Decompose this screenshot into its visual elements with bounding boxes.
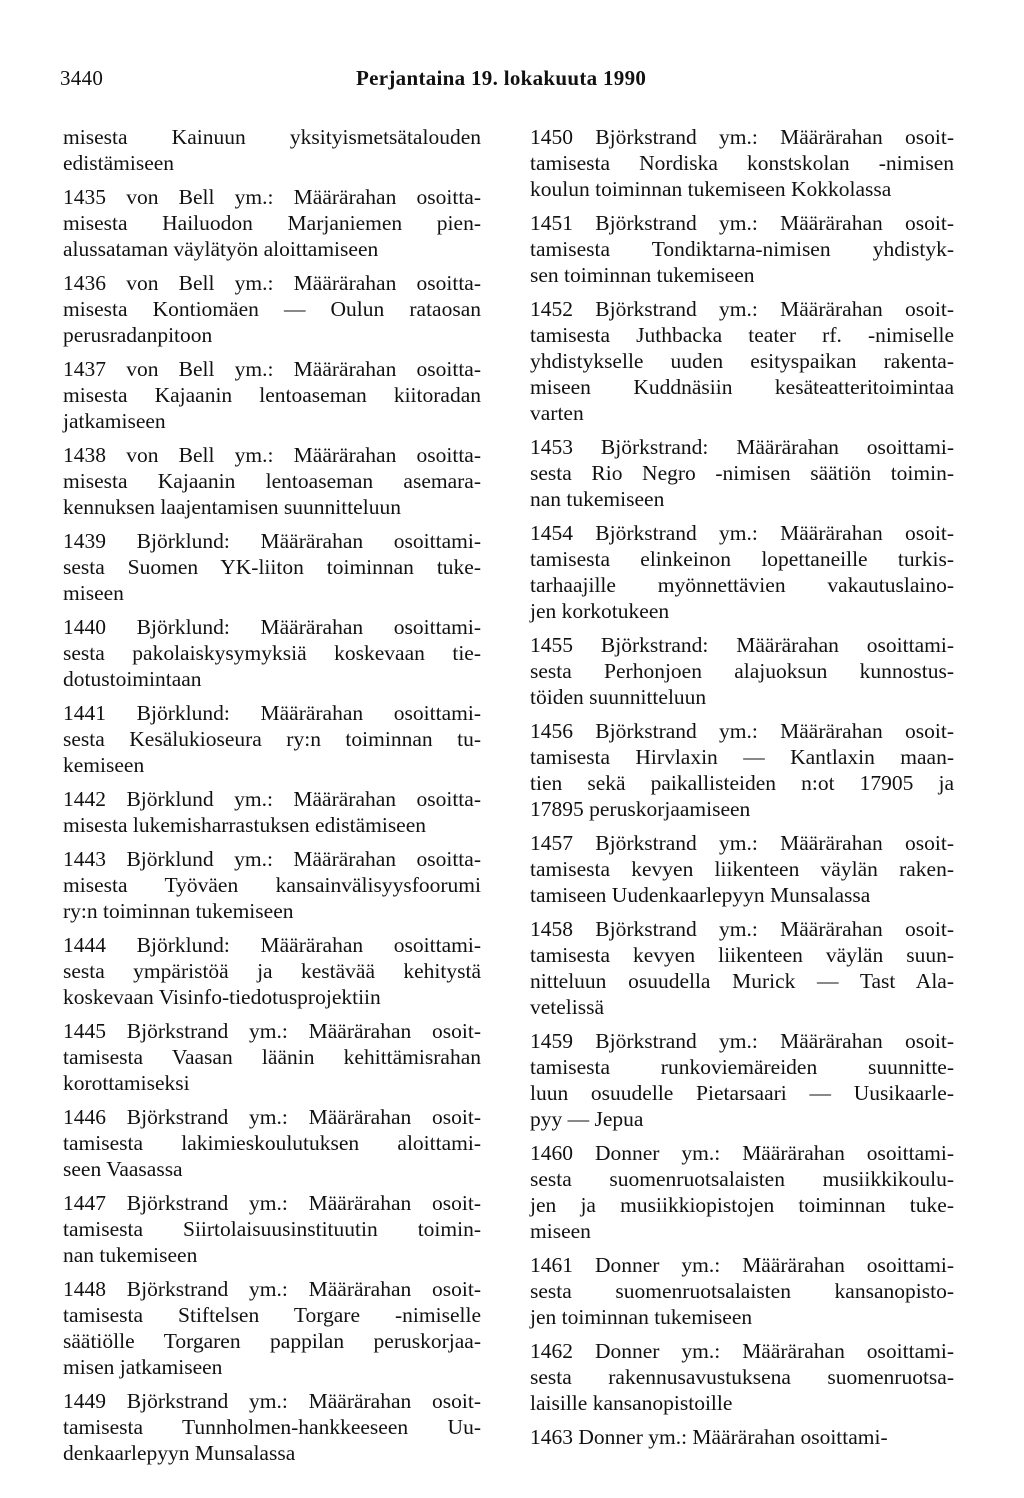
text-line: misesta Kajaanin lentoaseman asemara- (63, 469, 481, 493)
motion-entry (530, 210, 954, 288)
text-line: tamiseen Uudenkaarlepyyn Munsalassa (530, 883, 871, 907)
motion-entry (530, 124, 954, 202)
text-line: misesta Kainuun yksityismetsätalouden (63, 125, 481, 149)
motion-entry (63, 1104, 481, 1182)
motion-entry (63, 356, 481, 434)
running-head: Perjantaina 19. lokakuuta 1990 (356, 66, 647, 90)
text-line: luun osuudelle Pietarsaari — Uusikaarle- (530, 1081, 954, 1105)
text-line: tamisesta Tunnholmen-hankkeeseen Uu- (63, 1415, 481, 1439)
text-line: 1456 Björkstrand ym.: Määrärahan osoit- (530, 719, 954, 743)
text-line: tien sekä paikallisteiden n:ot 17905 ja (530, 771, 954, 795)
text-line: jen toiminnan tukemiseen (530, 1305, 753, 1329)
text-line: alussataman väylätyön aloittamiseen (63, 237, 379, 261)
text-line: tarhaajille myönnettävien vakautuslaino- (530, 573, 954, 597)
motion-entry (63, 270, 481, 348)
motion-entry (63, 184, 481, 262)
text-line: denkaarlepyyn Munsalassa (63, 1441, 296, 1465)
text-line: nan tukemiseen (63, 1243, 198, 1267)
text-line: pyy — Jepua (530, 1107, 644, 1131)
text-line: kemiseen (63, 753, 145, 777)
text-line: misesta Kontiomäen — Oulun rataosan (63, 297, 481, 321)
text-line: sesta Suomen YK-liiton toiminnan tuke- (63, 555, 481, 579)
text-line: nan tukemiseen (530, 487, 665, 511)
text-line: tamisesta runkoviemäreiden suunnitte- (530, 1055, 954, 1079)
motion-entry (530, 1252, 954, 1330)
text-line: 1441 Björklund: Määrärahan osoittami- (63, 701, 481, 725)
page-number: 3440 (60, 66, 104, 90)
text-line: 1442 Björklund ym.: Määrärahan osoitta- (63, 787, 481, 811)
text-line: tamisesta elinkeinon lopettaneille turkis- (530, 547, 954, 571)
motion-entry (530, 434, 954, 512)
text-line: 1454 Björkstrand ym.: Määrärahan osoit- (530, 521, 954, 545)
text-line: koulun toiminnan tukemiseen Kokkolassa (530, 177, 892, 201)
motion-entry (63, 700, 481, 778)
text-line: miseen Kuddnäsiin kesäteatteritoimintaa (530, 375, 954, 399)
text-line: tamisesta Nordiska konstskolan -nimisen (530, 151, 954, 175)
text-line: 1457 Björkstrand ym.: Määrärahan osoit- (530, 831, 954, 855)
text-line: 1460 Donner ym.: Määrärahan osoittami- (530, 1141, 954, 1165)
text-line: 1444 Björklund: Määrärahan osoittami- (63, 933, 481, 957)
motion-entry (63, 1190, 481, 1268)
motion-entry (63, 786, 481, 838)
motion-entry (530, 520, 954, 624)
text-line: seen Vaasassa (63, 1157, 183, 1181)
text-line: misesta Kajaanin lentoaseman kiitoradan (63, 383, 481, 407)
motion-entry (530, 1338, 954, 1416)
text-line: miseen (530, 1219, 591, 1243)
motion-entry (63, 932, 481, 1010)
motion-entry (63, 1018, 481, 1096)
text-line: jen korkotukeen (530, 599, 670, 623)
text-line: tamisesta lakimieskoulutuksen aloittami- (63, 1131, 481, 1155)
text-line: jatkamiseen (63, 409, 166, 433)
text-line: tamisesta Tondiktarna-nimisen yhdistyk- (530, 237, 954, 261)
text-line: sesta pakolaiskysymyksiä koskevaan tie- (63, 641, 481, 665)
text-line: nitteluun osuudella Murick — Tast Ala- (530, 969, 954, 993)
text-line: dotustoimintaan (63, 667, 202, 691)
text-line: jen ja musiikkiopistojen toiminnan tuke- (530, 1193, 954, 1217)
text-line: tamisesta Vaasan läänin kehittämisrahan (63, 1045, 481, 1069)
text-line: töiden suunnitteluun (530, 685, 707, 709)
text-line: sesta rakennusavustuksena suomenruotsa- (530, 1365, 954, 1389)
text-line: 1440 Björklund: Määrärahan osoittami- (63, 615, 481, 639)
text-line: miseen (63, 581, 124, 605)
text-line: 1453 Björkstrand: Määrärahan osoittami- (530, 435, 954, 459)
text-line: sesta suomenruotsalaisten musiikkikoulu- (530, 1167, 954, 1191)
left-column (63, 124, 481, 1474)
text-line: ry:n toiminnan tukemiseen (63, 899, 294, 923)
text-line: 1448 Björkstrand ym.: Määrärahan osoit- (63, 1277, 481, 1301)
text-line: korottamiseksi (63, 1071, 190, 1095)
text-line: 17895 peruskorjaamiseen (530, 797, 751, 821)
text-line: sesta Perhonjoen alajuoksun kunnostus- (530, 659, 954, 683)
text-line: 1461 Donner ym.: Määrärahan osoittami- (530, 1253, 954, 1277)
motion-entry (530, 632, 954, 710)
motion-entry (63, 846, 481, 924)
text-line: 1449 Björkstrand ym.: Määrärahan osoit- (63, 1389, 481, 1413)
text-line: 1447 Björkstrand ym.: Määrärahan osoit- (63, 1191, 481, 1215)
motion-entry (530, 916, 954, 1020)
motion-entry (530, 1028, 954, 1132)
text-line: misesta Hailuodon Marjaniemen pien- (63, 211, 481, 235)
motion-entry (63, 124, 481, 176)
text-line: kennuksen laajentamisen suunnitteluun (63, 495, 401, 519)
text-line: 1452 Björkstrand ym.: Määrärahan osoit- (530, 297, 954, 321)
text-line: 1445 Björkstrand ym.: Määrärahan osoit- (63, 1019, 481, 1043)
text-line: vetelissä (530, 995, 605, 1019)
text-line: perusradanpitoon (63, 323, 213, 347)
text-line: sesta ympäristöä ja kestävää kehitystä (63, 959, 481, 983)
motion-entry (63, 1276, 481, 1380)
motion-entry (530, 830, 954, 908)
text-line: tamisesta Siirtolaisuusinstituutin toimin- (63, 1217, 481, 1241)
text-line: varten (530, 401, 584, 425)
motion-entry (530, 1424, 954, 1450)
text-line: 1436 von Bell ym.: Määrärahan osoitta- (63, 271, 481, 295)
text-line: 1446 Björkstrand ym.: Määrärahan osoit- (63, 1105, 481, 1129)
text-line: sesta suomenruotsalaisten kansanopisto- (530, 1279, 954, 1303)
text-line: 1459 Björkstrand ym.: Määrärahan osoit- (530, 1029, 954, 1053)
motion-entry (63, 528, 481, 606)
motion-entry (63, 442, 481, 520)
text-line: sesta Kesälukioseura ry:n toiminnan tu- (63, 727, 481, 751)
text-line: 1451 Björkstrand ym.: Määrärahan osoit- (530, 211, 954, 235)
motion-entry (530, 718, 954, 822)
text-line: 1443 Björklund ym.: Määrärahan osoitta- (63, 847, 481, 871)
text-line: sen toiminnan tukemiseen (530, 263, 755, 287)
text-line: misen jatkamiseen (63, 1355, 223, 1379)
text-line: tamisesta Stiftelsen Torgare -nimiselle (63, 1303, 481, 1327)
text-line: 1437 von Bell ym.: Määrärahan osoitta- (63, 357, 481, 381)
right-column (530, 124, 954, 1458)
text-line: säätiölle Torgaren pappilan peruskorjaa- (63, 1329, 481, 1353)
text-line: sesta Rio Negro -nimisen säätiön toimin- (530, 461, 954, 485)
text-line: 1450 Björkstrand ym.: Määrärahan osoit- (530, 125, 954, 149)
text-line: 1462 Donner ym.: Määrärahan osoittami- (530, 1339, 954, 1363)
text-line: 1439 Björklund: Määrärahan osoittami- (63, 529, 481, 553)
text-line: koskevaan Visinfo-tiedotusprojektiin (63, 985, 381, 1009)
text-line: 1458 Björkstrand ym.: Määrärahan osoit- (530, 917, 954, 941)
text-line: 1435 von Bell ym.: Määrärahan osoitta- (63, 185, 481, 209)
motion-entry (530, 296, 954, 426)
text-line: yhdistykselle uuden esityspaikan rakenta- (530, 349, 954, 373)
text-line: misesta lukemisharrastuksen edistämiseen (63, 813, 427, 837)
motion-entry (530, 1140, 954, 1244)
text-line: tamisesta Juthbacka teater rf. -nimiselle (530, 323, 954, 347)
text-line: edistämiseen (63, 151, 175, 175)
text-line: misesta Työväen kansainvälisyysfoorumi (63, 873, 481, 897)
text-line: 1463 Donner ym.: Määrärahan osoittami- (530, 1425, 888, 1449)
text-line: 1455 Björkstrand: Määrärahan osoittami- (530, 633, 954, 657)
text-line: tamisesta Hirvlaxin — Kantlaxin maan- (530, 745, 954, 769)
text-line: tamisesta kevyen liikenteen väylän raken- (530, 857, 954, 881)
text-line: tamisesta kevyen liikenteen väylän suun- (530, 943, 954, 967)
text-line: laisille kansanopistoille (530, 1391, 733, 1415)
motion-entry (63, 614, 481, 692)
motion-entry (63, 1388, 481, 1466)
text-line: 1438 von Bell ym.: Määrärahan osoitta- (63, 443, 481, 467)
